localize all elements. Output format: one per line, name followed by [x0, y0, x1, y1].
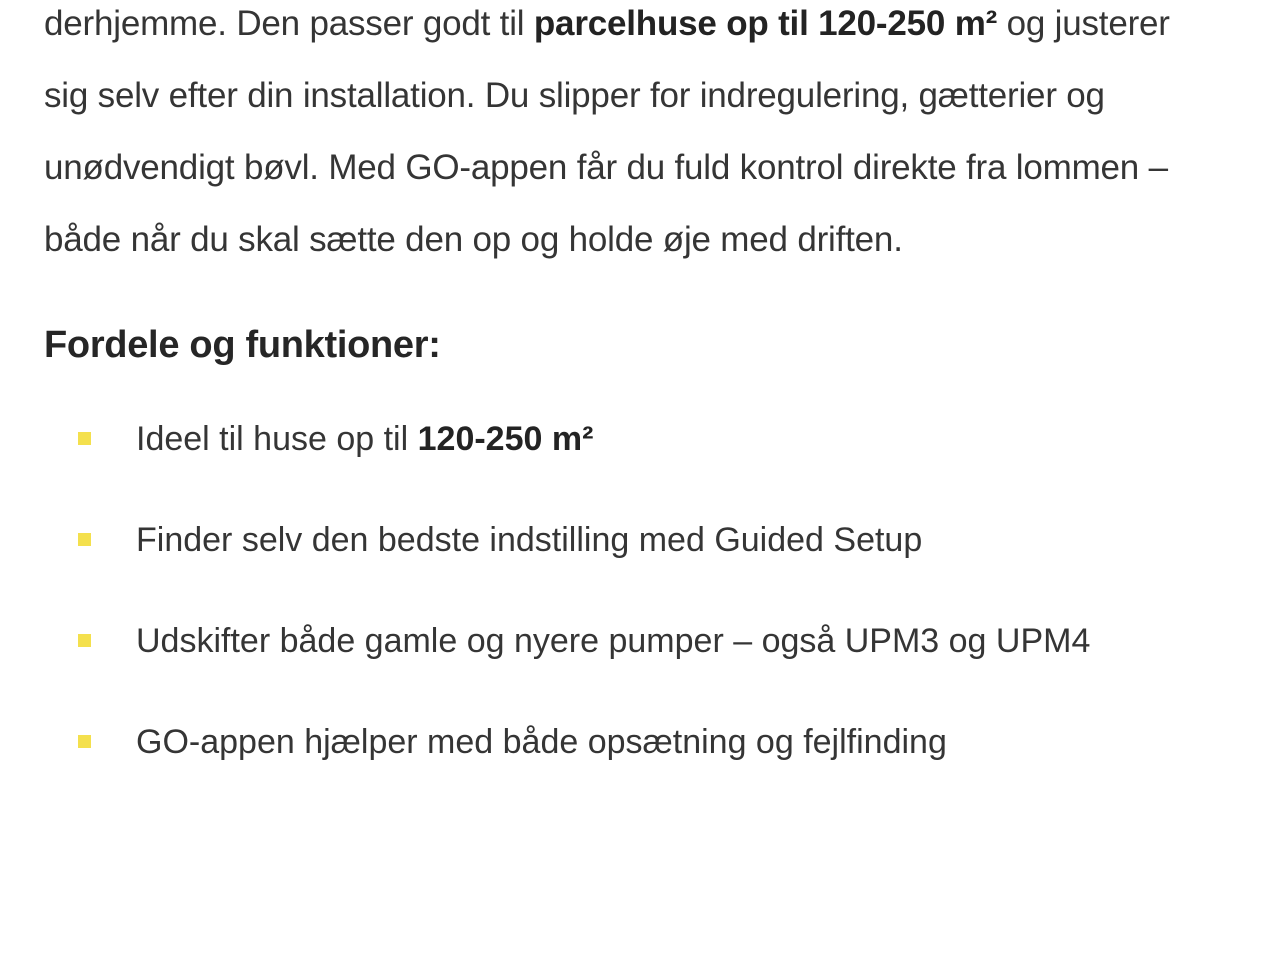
- square-bullet-icon: [78, 533, 91, 546]
- list-item-label: GO-appen hjælper med både opsætning og fejlfinding: [136, 723, 947, 761]
- list-item: [44, 707, 1220, 777]
- list-item: [44, 505, 1220, 575]
- list-item-label: Finder selv den bedste indstilling med Guided Setup: [136, 521, 923, 559]
- list-item-label: Udskifter både gamle og nyere pumper – også UPM3 og UPM4: [136, 622, 1091, 660]
- square-bullet-icon: [78, 735, 91, 748]
- list-item: [44, 404, 1220, 474]
- square-bullet-icon: [78, 432, 91, 445]
- body-paragraph: derhjemme. Den passer godt til parcelhuse op til 120-250 m² og justerer sig selv efter din installation. Du slipper for indregulering, gætterier og unødvendigt bøvl. Med GO-appen får du fuld kontrol direkte fra lommen – både når du skal sætte den op og holde øje med driften.: [44, 4, 1170, 259]
- feature-list: [44, 404, 1220, 777]
- list-item-label: Ideel til huse op til 120-250 m²: [136, 420, 594, 458]
- square-bullet-icon: [78, 634, 91, 647]
- list-item: [44, 606, 1220, 676]
- section-heading: Fordele og funktioner:: [44, 324, 441, 366]
